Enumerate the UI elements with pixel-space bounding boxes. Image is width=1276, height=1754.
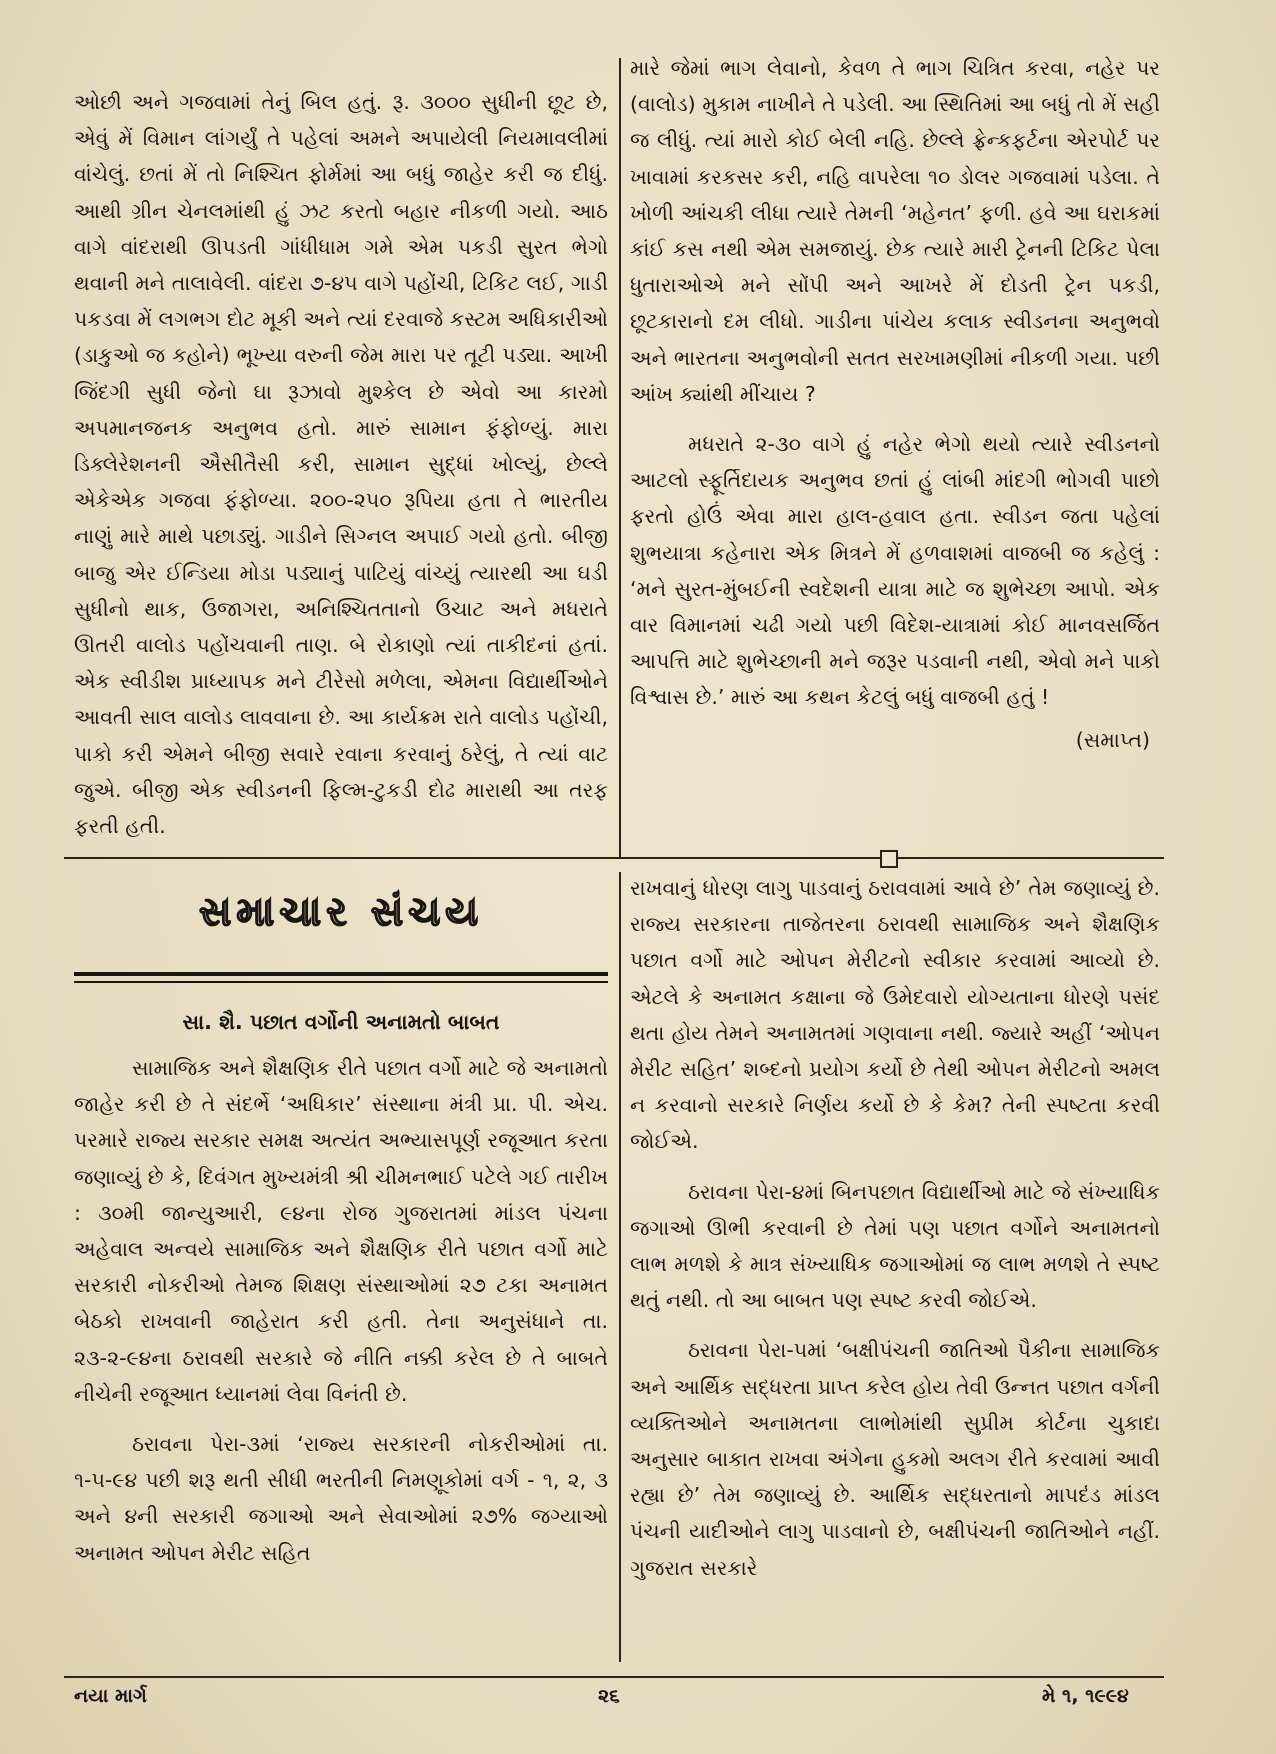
news-headline: સા. શૈ. પછાત વર્ગોની અનામતો બાબત [182,1010,500,1034]
continued-article-left-column [74,84,608,844]
section-rule [74,972,608,976]
news-left-column [74,1050,608,1571]
news-paragraph: સામાજિક અને શૈક્ષણિક રીતે પછાત વર્ગો માટે જે અનામતો જાહેર કરી છે તે સંદર્ભે ‘અધિકાર’ સંસ્થાના મંત્રી પ્રા. પી. એચ. પરમારે રાજ્ય સરકાર સમક્ષ અત્યંત અભ્યાસપૂર્ણ રજૂઆત કરતા જણાવ્યું છે કે, દિવંગત મુખ્યમંત્રી શ્રી ચીમનભાઈ પટેલે ગઈ તારીખ : ૩૦મી જાન્યુઆરી, ૯૪ના રોજ ગુજરાતમાં માંડલ પંચના અહેવાલ અન્વયે સામાજિક અને શૈક્ષણિક રીતે પછાત વર્ગો માટે સરકારી નોકરીઓ તેમજ શિક્ષણ સંસ્થાઓમાં ૨૭ ટકા અનામત બેઠકો રાખવાની જાહેરાત કરી હતી. તેના અનુસંધાને તા. ૨૩-૨-૯૪ના ઠરાવથી સરકારે જે નીતિ નક્કી કરેલ છે તે બાબતે નીચેની રજૂઆત ધ્યાનમાં લેવા વિનંતી છે. [74,1056,608,1406]
article-paragraph: ઓછી અને ગજવામાં તેનું બિલ હતું. રૂ. ૩૦૦૦ સુધીની છૂટ છે, એવું મેં વિમાન લાંગર્યું તે પહેલાં અમને અપાયેલી નિયમાવલીમાં વાંચેલું. છતાં મેં તો નિશ્ચિત ફોર્મમાં આ બધું જાહેર કરી જ દીધું. આથી ગ્રીન ચેનલમાંથી હું ઝટ કરતો બહાર નીકળી ગયો. આઠ વાગે વાંદરાથી ઊપડતી ગાંધીધામ ગમે એમ પકડી સુરત ભેગો થવાની મને તાલાવેલી. વાંદરા ૭-૪૫ વાગે પહોંચી, ટિકિટ લઈ, ગાડી પકડવા મેં લગભગ દોટ મૂકી અને ત્યાં દરવાજે કસ્ટમ અધિકારીઓ (ડાકુઓ જ કહોને) ભૂખ્યા વરુની જેમ મારા પર તૂટી પડ્યા. આખી જિંદગી સુધી જેનો ઘા રૂઝાવો મુશ્કેલ છે એવો આ કારમો અપમાનજનક અનુભવ હતો. મારું સામાન ફંફોળ્યું. મારા ડિક્લેરેશનની ઐસીતૈસી કરી, સામાન સુદ્ધાં ખોલ્યું, છેલ્લે એકેએક ગજવા ફંફોળ્યા. ૨૦૦-૨૫૦ રૂપિયા હતા તે ભારતીય નાણું મારે માથે પછાડ્યું. ગાડીને સિગ્નલ અપાઈ ગયો હતો. બીજી બાજુ એર ઈન્ડિયા મોડા પડ્યાનું પાટિયું વાંચ્યું ત્યારથી આ ઘડી સુધીનો થાક, ઉજાગરા, અનિશ્ચિતતાનો ઉચાટ અને મધરાતે ઊતરી વાલોડ પહોંચવાની તાણ. બે રોકાણો ત્યાં તાકીદનાં હતાં. એક સ્વીડીશ પ્રાધ્યાપક મને ટીરેસો મળેલા, એમના વિદ્યાર્થીઓને આવતી સાલ વાલોડ લાવવાના છે. આ કાર્યક્રમ રાતે વાલોડ પહોંચી, પાકો કરી એમને બીજી સવારે રવાના કરવાનું ઠરેલું, તે ત્યાં વાટ જુએ. બીજી એક સ્વીડનની ફિલ્મ-ટુકડી દોઢ મારાથી આ તરફ ફરતી હતી. [74,90,608,839]
article-paragraph: મારે જેમાં ભાગ લેવાનો, કેવળ તે ભાગ ચિત્રિત કરવા, નહેર પર (વાલોડ) મુકામ નાખીને તે પડેલી. આ સ્થિતિમાં આ બધું તો મેં સહી જ લીધું. ત્યાં મારો કોઈ બેલી નહિ. છેલ્લે ફ્રેન્કફર્ટના એરપોર્ટ પર ખાવામાં કરકસર કરી, નહિ વાપરેલા ૧૦ ડોલર ગજવામાં પડેલા. તે ખોળી આંચકી લીધા ત્યારે તેમની ‘મહેનત’ ફળી. હવે આ ઘરાકમાં કાંઈ કસ નથી એમ સમજાયું. છેક ત્યારે મારી ટ્રેનની ટિકિટ પેલા ધુતારાઓએ મને સોંપી અને આખરે મેં દોડતી ટ્રેન પકડી, છૂટકારાનો દમ લીધો. ગાડીના પાંચેય કલાક સ્વીડનના અનુભવો અને ભારતના અનુભવોની સતત સરખામણીમાં નીકળી ગયા. પછી આંખ ક્યાંથી મીંચાય ? [630,56,1160,406]
news-paragraph: રાખવાનું ધોરણ લાગુ પાડવાનું ઠરાવવામાં આવે છે’ તેમ જણાવ્યું છે. રાજ્ય સરકારના તાજેતરના ઠરાવથી સામાજિક અને શૈક્ષણિક પછાત વર્ગો માટે ઓપન મેરીટનો સ્વીકાર કરવામાં આવ્યો છે. એટલે કે અનામત કક્ષાના જે ઉમેદવારો યોગ્યતાના ધોરણે પસંદ થતા હોય તેમને અનામતમાં ગણવાના નથી. જ્યારે અહીં ‘ઓપન મેરીટ સહિત’ શબ્દનો પ્રયોગ કર્યો છે તેથી ઓપન મેરીટનો અમલ ન કરવાનો સરકારે નિર્ણય કર્યો છે કે કેમ? તેની સ્પષ્ટતા કરવી જોઈએ. [630,876,1160,1154]
footer-rule [64,1676,1164,1678]
section-rule [74,981,608,983]
section-title: સમાચાર સંચય [198,888,483,935]
continued-article-right-column [630,50,1160,758]
column-divider [619,58,621,858]
column-divider [619,872,621,1662]
issue-date: મે ૧, ૧૯૯૪ [1042,1685,1129,1707]
news-paragraph: ઠરાવના પેરા-૫માં ‘બક્ષીપંચની જાતિઓ પૈકીના સામાજિક અને આર્થિક સદ્ધરતા પ્રાપ્ત કરેલ હોય તેવી ઉન્નત પછાત વર્ગની વ્યક્તિઓને અનામતના લાભોમાંથી સુપ્રીમ કોર્ટના ચુકાદા અનુસાર બાકાત રાખવા અંગેના હુકમો અલગ રીતે કરવામાં આવી રહ્યા છે’ તેમ જણાવ્યું છે. આર્થિક સદ્ધરતાનો માપદંડ માંડલ પંચની યાદીઓને લાગુ પાડવાનો છે, બક્ષીપંચની જાતિઓને નહીં. ગુજરાત સરકારે [630,1338,1160,1580]
news-right-column [630,870,1160,1586]
page-number: ૨૬ [598,1685,620,1707]
end-note: (સમાપ્ત) [1075,727,1150,752]
publication-name: નયા માર્ગ [74,1685,147,1707]
news-paragraph: ઠરાવના પેરા-૩માં ‘રાજ્ય સરકારની નોકરીઓમાં તા. ૧-૫-૯૪ પછી શરૂ થતી સીધી ભરતીની નિમણૂકોમાં વર્ગ - ૧, ૨, ૩ અને ૪ની સરકારી જગાઓ અને સેવાઓમાં ૨૭% જગ્યાઓ અનામત ઓપન મેરીટ સહિત [74,1432,608,1565]
end-mark-icon [880,850,898,868]
article-divider [64,857,1164,859]
article-paragraph: મધરાતે ૨-૩૦ વાગે હું નહેર ભેગો થયો ત્યારે સ્વીડનનો આટલો સ્ફૂર્તિદાયક અનુભવ છતાં હું લાંબી માંદગી ભોગવી પાછો ફરતો હોઉં એવા મારા હાલ-હવાલ હતા. સ્વીડન જતા પહેલાં શુભયાત્રા કહેનારા એક મિત્રને મેં હળવાશમાં વાજબી જ કહેલું : ‘મને સુરત-મુંબઈની સ્વદેશની યાત્રા માટે જ શુભેચ્છા આપો. એક વાર વિમાનમાં ચઢી ગયો પછી વિદેશ-યાત્રામાં કોઈ માનવસર્જિત આપત્તિ માટે શુભેચ્છાની મને જરૂર પડવાની નથી, એવો મને પાકો વિશ્વાસ છે.’ મારું આ કથન કેટલું બધું વાજબી હતું ! [630,432,1160,710]
news-paragraph: ઠરાવના પેરા-૪માં બિનપછાત વિદ્યાર્થીઓ માટે જે સંખ્યાધિક જગાઓ ઊભી કરવાની છે તેમાં પણ પછાત વર્ગોને અનામતનો લાભ મળશે કે માત્ર સંખ્યાધિક જગાઓમાં જ લાભ મળશે તે સ્પષ્ટ થતું નથી. તો આ બાબત પણ સ્પષ્ટ કરવી જોઈએ. [630,1179,1160,1313]
